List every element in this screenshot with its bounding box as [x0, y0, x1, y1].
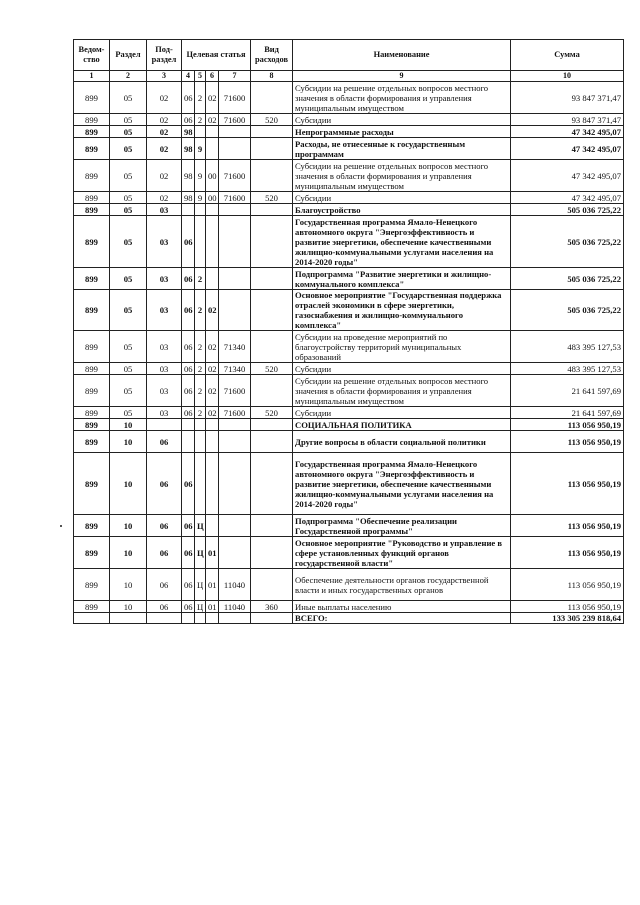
cell-vid — [251, 431, 293, 453]
cell-csr-program — [182, 419, 195, 431]
cell-podrazdel: 06 — [147, 601, 182, 613]
header-podrazdel: Под-раздел — [147, 40, 182, 71]
cell-csr-event: 01 — [206, 537, 219, 569]
cell-vid — [251, 126, 293, 138]
cell-csr-code: 71600 — [219, 82, 251, 114]
cell-vid — [251, 515, 293, 537]
cell-ved: 899 — [74, 192, 110, 204]
total-sum: 133 305 239 818,64 — [511, 613, 624, 624]
cell-podrazdel: 02 — [147, 192, 182, 204]
table-row — [74, 82, 624, 114]
cell-csr-sub — [195, 431, 206, 453]
cell-csr-event — [206, 204, 219, 216]
cell-csr-program: 06 — [182, 375, 195, 407]
header-csr: Целевая статья — [182, 40, 251, 71]
cell-csr-code: 71340 — [219, 331, 251, 363]
cell-csr-event: 02 — [206, 290, 219, 331]
cell-razdel: 10 — [110, 515, 147, 537]
table-row — [74, 431, 624, 453]
cell-csr-sub — [195, 453, 206, 515]
cell-razdel: 05 — [110, 375, 147, 407]
cell-csr-program: 06 — [182, 82, 195, 114]
cell-razdel: 05 — [110, 331, 147, 363]
cell-csr-event: 02 — [206, 114, 219, 126]
cell-ved: 899 — [74, 515, 110, 537]
cell-ved: 899 — [74, 419, 110, 431]
cell-vid — [251, 160, 293, 192]
cell-ved: 899 — [74, 601, 110, 613]
cell-razdel: 10 — [110, 453, 147, 515]
cell-csr-sub: Ц — [195, 569, 206, 601]
cell-vid — [251, 537, 293, 569]
cell-sum: 47 342 495,07 — [511, 160, 624, 192]
cell-razdel: 10 — [110, 431, 147, 453]
cell-vid: 520 — [251, 363, 293, 375]
cell-csr-code — [219, 126, 251, 138]
table-row — [74, 537, 624, 569]
cell-csr-event: 00 — [206, 192, 219, 204]
cell-podrazdel: 06 — [147, 537, 182, 569]
cell-sum: 47 342 495,07 — [511, 138, 624, 160]
cell-podrazdel: 06 — [147, 515, 182, 537]
cell-csr-sub: 2 — [195, 114, 206, 126]
cell-csr-sub: 2 — [195, 290, 206, 331]
cell-csr-program: 06 — [182, 537, 195, 569]
cell-ved: 899 — [74, 407, 110, 419]
cell-razdel: 05 — [110, 126, 147, 138]
cell-csr-code: 71600 — [219, 192, 251, 204]
cell-podrazdel: 03 — [147, 375, 182, 407]
cell-ved: 899 — [74, 537, 110, 569]
col-number: 7 — [219, 71, 251, 82]
cell-podrazdel: 06 — [147, 453, 182, 515]
cell-vid: 520 — [251, 114, 293, 126]
cell-podrazdel: 03 — [147, 216, 182, 268]
col-number: 4 — [182, 71, 195, 82]
cell-csr-code: 71600 — [219, 375, 251, 407]
cell-sum: 113 056 950,19 — [511, 453, 624, 515]
cell-csr-program: 06 — [182, 407, 195, 419]
header-sum: Сумма — [511, 40, 624, 71]
table-row — [74, 268, 624, 290]
cell-razdel: 05 — [110, 290, 147, 331]
table-row — [74, 453, 624, 515]
cell-vid — [251, 82, 293, 114]
cell-name: Субсидии на решение отдельных вопросов местного значения в области формирования и управления муниципальным имуществом — [293, 82, 511, 114]
cell-podrazdel: 03 — [147, 407, 182, 419]
col-number: 2 — [110, 71, 147, 82]
cell-csr-sub: 2 — [195, 407, 206, 419]
cell-vid — [251, 569, 293, 601]
table-row — [74, 601, 624, 613]
cell-csr-event — [206, 138, 219, 160]
cell-csr-code: 11040 — [219, 601, 251, 613]
total-row — [74, 613, 624, 624]
header-ved: Ведом-ство — [74, 40, 110, 71]
cell-sum: 113 056 950,19 — [511, 419, 624, 431]
total-label: ВСЕГО: — [293, 613, 511, 624]
cell-csr-event: 02 — [206, 331, 219, 363]
col-number: 1 — [74, 71, 110, 82]
cell-csr-sub: 2 — [195, 375, 206, 407]
cell-csr-code — [219, 290, 251, 331]
cell-csr-program: 06 — [182, 569, 195, 601]
cell-name: Расходы, не отнесенные к государственным программам — [293, 138, 511, 160]
cell-csr-program: 06 — [182, 216, 195, 268]
cell-name: Субсидии — [293, 192, 511, 204]
cell-sum: 47 342 495,07 — [511, 126, 624, 138]
cell-csr-code — [219, 515, 251, 537]
cell-razdel: 10 — [110, 569, 147, 601]
cell-name: Основное мероприятие "Государственная поддержка отраслей экономики в сфере энергетики, газоснабжения и жилищно-коммунального комплекса" — [293, 290, 511, 331]
table-row — [74, 419, 624, 431]
cell-name: Субсидии на проведение мероприятий по благоустройству территорий муниципальных образований — [293, 331, 511, 363]
header-vid: Вид расходов — [251, 40, 293, 71]
cell-csr-program: 06 — [182, 114, 195, 126]
cell-sum: 113 056 950,19 — [511, 431, 624, 453]
cell-csr-event — [206, 216, 219, 268]
cell-sum: 47 342 495,07 — [511, 192, 624, 204]
cell-csr-event: 02 — [206, 375, 219, 407]
cell-razdel: 05 — [110, 407, 147, 419]
cell-ved: 899 — [74, 431, 110, 453]
cell-name: Благоустройство — [293, 204, 511, 216]
table-row — [74, 192, 624, 204]
cell-csr-code — [219, 537, 251, 569]
header-razdel: Раздел — [110, 40, 147, 71]
cell-vid — [251, 331, 293, 363]
cell-vid — [251, 138, 293, 160]
cell-csr-event — [206, 126, 219, 138]
table-row — [74, 515, 624, 537]
cell-vid: 520 — [251, 192, 293, 204]
cell-name: СОЦИАЛЬНАЯ ПОЛИТИКА — [293, 419, 511, 431]
cell-csr-sub — [195, 204, 206, 216]
cell-csr-event — [206, 453, 219, 515]
cell-csr-sub — [195, 216, 206, 268]
col-number: 6 — [206, 71, 219, 82]
cell-csr-code — [219, 453, 251, 515]
cell-name: Непрограммные расходы — [293, 126, 511, 138]
cell-ved: 899 — [74, 126, 110, 138]
cell-podrazdel: 03 — [147, 331, 182, 363]
cell-sum: 505 036 725,22 — [511, 268, 624, 290]
cell-csr-program: 98 — [182, 138, 195, 160]
table-row — [74, 138, 624, 160]
table-row — [74, 290, 624, 331]
scan-speck — [60, 525, 62, 527]
cell-csr-sub: Ц — [195, 515, 206, 537]
cell-podrazdel: 03 — [147, 268, 182, 290]
cell-sum: 505 036 725,22 — [511, 216, 624, 268]
cell-vid: 520 — [251, 407, 293, 419]
cell-csr-event: 01 — [206, 601, 219, 613]
cell-csr-program: 06 — [182, 453, 195, 515]
cell-csr-event — [206, 268, 219, 290]
cell-sum: 93 847 371,47 — [511, 82, 624, 114]
table-row — [74, 363, 624, 375]
cell-podrazdel: 06 — [147, 431, 182, 453]
cell-podrazdel: 02 — [147, 82, 182, 114]
cell-csr-event — [206, 515, 219, 537]
budget-table — [73, 39, 624, 624]
cell-name: Субсидии — [293, 114, 511, 126]
cell-csr-sub — [195, 126, 206, 138]
cell-csr-code: 71600 — [219, 407, 251, 419]
table-row — [74, 114, 624, 126]
cell-name: Субсидии — [293, 407, 511, 419]
cell-csr-program: 06 — [182, 515, 195, 537]
cell-razdel: 10 — [110, 419, 147, 431]
cell-podrazdel — [147, 419, 182, 431]
cell-razdel: 05 — [110, 192, 147, 204]
cell-vid — [251, 290, 293, 331]
cell-csr-event: 01 — [206, 569, 219, 601]
cell-csr-code — [219, 268, 251, 290]
column-number-row — [74, 71, 624, 82]
cell-csr-sub — [195, 419, 206, 431]
cell-csr-sub: 2 — [195, 268, 206, 290]
cell-vid — [251, 268, 293, 290]
cell-csr-program: 06 — [182, 331, 195, 363]
cell-ved: 899 — [74, 375, 110, 407]
budget-document — [73, 39, 623, 624]
cell-podrazdel: 02 — [147, 126, 182, 138]
cell-ved: 899 — [74, 290, 110, 331]
cell-razdel: 10 — [110, 601, 147, 613]
table-row — [74, 204, 624, 216]
table-header-row — [74, 40, 624, 71]
cell-csr-program: 98 — [182, 126, 195, 138]
cell-csr-program: 06 — [182, 601, 195, 613]
cell-podrazdel: 02 — [147, 160, 182, 192]
cell-csr-sub: Ц — [195, 601, 206, 613]
cell-sum: 113 056 950,19 — [511, 537, 624, 569]
cell-csr-program: 06 — [182, 290, 195, 331]
cell-csr-event: 02 — [206, 82, 219, 114]
cell-sum: 21 641 597,69 — [511, 407, 624, 419]
cell-vid — [251, 453, 293, 515]
cell-ved: 899 — [74, 82, 110, 114]
cell-csr-sub: 2 — [195, 82, 206, 114]
cell-csr-event — [206, 431, 219, 453]
cell-name: Основное мероприятие "Руководство и управление в сфере установленных функций органов государственной власти" — [293, 537, 511, 569]
cell-csr-code: 71340 — [219, 363, 251, 375]
col-number: 9 — [293, 71, 511, 82]
cell-csr-code — [219, 419, 251, 431]
table-row — [74, 126, 624, 138]
cell-csr-code: 71600 — [219, 160, 251, 192]
cell-csr-code — [219, 431, 251, 453]
cell-podrazdel: 03 — [147, 204, 182, 216]
cell-name: Подпрограмма "Обеспечение реализации Государственной программы" — [293, 515, 511, 537]
cell-razdel: 05 — [110, 160, 147, 192]
cell-csr-program — [182, 431, 195, 453]
cell-razdel: 10 — [110, 537, 147, 569]
cell-podrazdel: 06 — [147, 569, 182, 601]
cell-vid — [251, 204, 293, 216]
col-number: 10 — [511, 71, 624, 82]
cell-vid — [251, 375, 293, 407]
cell-vid: 360 — [251, 601, 293, 613]
cell-sum: 505 036 725,22 — [511, 204, 624, 216]
cell-name: Иные выплаты населению — [293, 601, 511, 613]
cell-ved: 899 — [74, 114, 110, 126]
cell-ved: 899 — [74, 569, 110, 601]
cell-vid — [251, 419, 293, 431]
cell-csr-program: 06 — [182, 363, 195, 375]
cell-razdel: 05 — [110, 82, 147, 114]
cell-csr-sub: 2 — [195, 363, 206, 375]
cell-ved: 899 — [74, 363, 110, 375]
cell-name: Субсидии — [293, 363, 511, 375]
cell-razdel: 05 — [110, 138, 147, 160]
cell-ved: 899 — [74, 138, 110, 160]
header-name: Наименование — [293, 40, 511, 71]
cell-csr-code: 11040 — [219, 569, 251, 601]
cell-csr-event: 02 — [206, 407, 219, 419]
cell-csr-event — [206, 419, 219, 431]
cell-razdel: 05 — [110, 114, 147, 126]
cell-ved: 899 — [74, 331, 110, 363]
cell-razdel: 05 — [110, 216, 147, 268]
cell-sum: 505 036 725,22 — [511, 290, 624, 331]
table-row — [74, 216, 624, 268]
cell-name: Другие вопросы в области социальной политики — [293, 431, 511, 453]
cell-csr-sub: Ц — [195, 537, 206, 569]
cell-sum: 113 056 950,19 — [511, 515, 624, 537]
cell-ved: 899 — [74, 160, 110, 192]
cell-csr-sub: 9 — [195, 138, 206, 160]
cell-csr-event: 02 — [206, 363, 219, 375]
cell-sum: 113 056 950,19 — [511, 569, 624, 601]
cell-podrazdel: 02 — [147, 114, 182, 126]
cell-ved: 899 — [74, 268, 110, 290]
cell-csr-sub: 2 — [195, 331, 206, 363]
cell-name: Государственная программа Ямало-Ненецкого автономного округа "Энергоэффективность и развитие энергетики, обеспечение качественными жилищно-коммунальными услугами населения на 2014-2020 годы" — [293, 453, 511, 515]
cell-sum: 93 847 371,47 — [511, 114, 624, 126]
cell-podrazdel: 02 — [147, 138, 182, 160]
cell-csr-event: 00 — [206, 160, 219, 192]
cell-razdel: 05 — [110, 363, 147, 375]
cell-razdel: 05 — [110, 204, 147, 216]
cell-csr-code — [219, 204, 251, 216]
cell-name: Обеспечение деятельности органов государственной власти и иных государственных органов — [293, 569, 511, 601]
table-row — [74, 407, 624, 419]
cell-csr-sub: 9 — [195, 192, 206, 204]
cell-podrazdel: 03 — [147, 290, 182, 331]
cell-name: Подпрограмма "Развитие энергетики и жилищно-коммунального комплекса" — [293, 268, 511, 290]
table-row — [74, 331, 624, 363]
table-body — [74, 82, 624, 613]
col-number: 8 — [251, 71, 293, 82]
cell-csr-program — [182, 204, 195, 216]
cell-sum: 483 395 127,53 — [511, 363, 624, 375]
cell-csr-program: 06 — [182, 268, 195, 290]
col-number: 3 — [147, 71, 182, 82]
col-number: 5 — [195, 71, 206, 82]
cell-sum: 21 641 597,69 — [511, 375, 624, 407]
cell-csr-code — [219, 138, 251, 160]
cell-csr-code: 71600 — [219, 114, 251, 126]
cell-csr-program: 98 — [182, 160, 195, 192]
cell-csr-sub: 9 — [195, 160, 206, 192]
cell-podrazdel: 03 — [147, 363, 182, 375]
cell-ved: 899 — [74, 204, 110, 216]
cell-name: Субсидии на решение отдельных вопросов местного значения в области формирования и управления муниципальным имуществом — [293, 160, 511, 192]
cell-sum: 113 056 950,19 — [511, 601, 624, 613]
table-row — [74, 569, 624, 601]
cell-name: Государственная программа Ямало-Ненецкого автономного округа "Энергоэффективность и развитие энергетики, обеспечение качественными жилищно-коммунальными услугами населения на 2014-2020 годы" — [293, 216, 511, 268]
table-row — [74, 375, 624, 407]
cell-ved: 899 — [74, 216, 110, 268]
table-row — [74, 160, 624, 192]
cell-name: Субсидии на решение отдельных вопросов местного значения в области формирования и управления муниципальным имуществом — [293, 375, 511, 407]
cell-ved: 899 — [74, 453, 110, 515]
cell-sum: 483 395 127,53 — [511, 331, 624, 363]
cell-csr-code — [219, 216, 251, 268]
cell-csr-program: 98 — [182, 192, 195, 204]
cell-razdel: 05 — [110, 268, 147, 290]
cell-vid — [251, 216, 293, 268]
